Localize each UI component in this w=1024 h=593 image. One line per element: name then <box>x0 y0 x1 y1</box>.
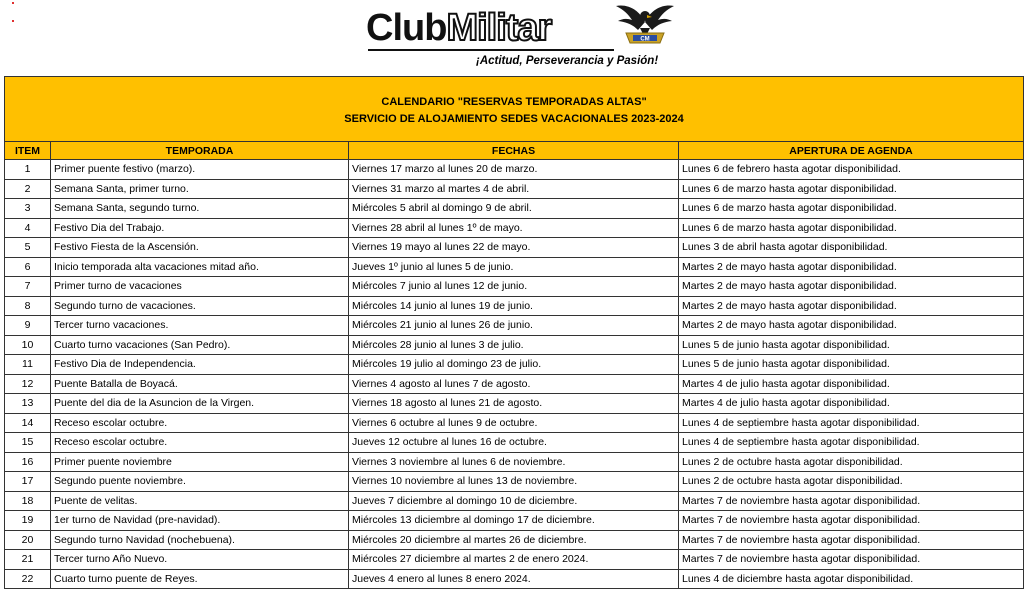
row-item-number: 18 <box>5 491 51 511</box>
row-fechas: Miércoles 13 diciembre al domingo 17 de diciembre. <box>349 511 679 531</box>
row-temporada: Festivo Fiesta de la Ascensión. <box>51 238 349 258</box>
row-apertura: Lunes 2 de octubre hasta agotar disponibilidad. <box>679 452 1024 472</box>
row-item-number: 20 <box>5 530 51 550</box>
header-apertura: APERTURA DE AGENDA <box>679 142 1024 160</box>
row-temporada: Festivo Dia del Trabajo. <box>51 218 349 238</box>
row-item-number: 21 <box>5 550 51 570</box>
row-apertura: Martes 2 de mayo hasta agotar disponibilidad. <box>679 277 1024 297</box>
row-temporada: Puente Batalla de Boyacá. <box>51 374 349 394</box>
row-fechas: Miércoles 5 abril al domingo 9 de abril. <box>349 199 679 219</box>
row-temporada: Receso escolar octubre. <box>51 433 349 453</box>
row-temporada: Primer puente festivo (marzo). <box>51 160 349 180</box>
row-item-number: 9 <box>5 316 51 336</box>
row-item-number: 13 <box>5 394 51 414</box>
row-item-number: 12 <box>5 374 51 394</box>
row-item-number: 22 <box>5 569 51 589</box>
logo-underline <box>368 49 614 51</box>
row-apertura: Lunes 6 de marzo hasta agotar disponibilidad. <box>679 199 1024 219</box>
row-fechas: Miércoles 27 diciembre al martes 2 de enero 2024. <box>349 550 679 570</box>
row-apertura: Martes 7 de noviembre hasta agotar disponibilidad. <box>679 550 1024 570</box>
table-row <box>5 511 1024 531</box>
table-row <box>5 199 1024 219</box>
row-apertura: Martes 7 de noviembre hasta agotar disponibilidad. <box>679 491 1024 511</box>
row-apertura: Lunes 5 de junio hasta agotar disponibilidad. <box>679 335 1024 355</box>
table-row <box>5 238 1024 258</box>
row-apertura: Lunes 2 de octubre hasta agotar disponibilidad. <box>679 472 1024 492</box>
row-fechas: Jueves 7 diciembre al domingo 10 de diciembre. <box>349 491 679 511</box>
table-row <box>5 394 1024 414</box>
row-item-number: 5 <box>5 238 51 258</box>
row-fechas: Viernes 6 octubre al lunes 9 de octubre. <box>349 413 679 433</box>
club-militar-logo <box>366 2 676 72</box>
row-temporada: Primer puente noviembre <box>51 452 349 472</box>
table-row <box>5 335 1024 355</box>
row-apertura: Martes 7 de noviembre hasta agotar disponibilidad. <box>679 530 1024 550</box>
row-apertura: Martes 2 de mayo hasta agotar disponibilidad. <box>679 257 1024 277</box>
header-temporada: TEMPORADA <box>51 142 349 160</box>
logo-wordmark: ClubMilitar <box>366 7 552 49</box>
table-row <box>5 374 1024 394</box>
table-row <box>5 433 1024 453</box>
row-item-number: 6 <box>5 257 51 277</box>
table-row <box>5 296 1024 316</box>
table-row <box>5 316 1024 336</box>
row-apertura: Martes 2 de mayo hasta agotar disponibilidad. <box>679 296 1024 316</box>
row-apertura: Martes 7 de noviembre hasta agotar disponibilidad. <box>679 511 1024 531</box>
row-fechas: Viernes 18 agosto al lunes 21 de agosto. <box>349 394 679 414</box>
table-row <box>5 413 1024 433</box>
row-fechas: Miércoles 21 junio al lunes 26 de junio. <box>349 316 679 336</box>
row-item-number: 3 <box>5 199 51 219</box>
row-fechas: Viernes 10 noviembre al lunes 13 de noviembre. <box>349 472 679 492</box>
row-fechas: Jueves 4 enero al lunes 8 enero 2024. <box>349 569 679 589</box>
header-item: ITEM <box>5 142 51 160</box>
row-temporada: Primer turno de vacaciones <box>51 277 349 297</box>
row-fechas: Viernes 3 noviembre al lunes 6 de noviembre. <box>349 452 679 472</box>
row-temporada: Puente de velitas. <box>51 491 349 511</box>
row-temporada: Semana Santa, primer turno. <box>51 179 349 199</box>
row-temporada: Receso escolar octubre. <box>51 413 349 433</box>
row-fechas: Viernes 31 marzo al martes 4 de abril. <box>349 179 679 199</box>
row-temporada: Cuarto turno vacaciones (San Pedro). <box>51 335 349 355</box>
corner-mark-1 <box>12 2 14 4</box>
row-temporada: Inicio temporada alta vacaciones mitad año. <box>51 257 349 277</box>
row-temporada: Festivo Dia de Independencia. <box>51 355 349 375</box>
row-fechas: Miércoles 20 diciembre al martes 26 de diciembre. <box>349 530 679 550</box>
row-temporada: Cuarto turno puente de Reyes. <box>51 569 349 589</box>
row-apertura: Lunes 3 de abril hasta agotar disponibilidad. <box>679 238 1024 258</box>
row-fechas: Jueves 1º junio al lunes 5 de junio. <box>349 257 679 277</box>
row-item-number: 15 <box>5 433 51 453</box>
table-row <box>5 472 1024 492</box>
calendar-banner <box>5 77 1024 142</box>
logo-slogan: ¡Actitud, Perseverancia y Pasión! <box>476 55 659 67</box>
row-fechas: Miércoles 19 julio al domingo 23 de julio. <box>349 355 679 375</box>
row-item-number: 19 <box>5 511 51 531</box>
header-fechas: FECHAS <box>349 142 679 160</box>
banner-subtitle: SERVICIO DE ALOJAMIENTO SEDES VACACIONALES 2023-2024 <box>344 113 684 125</box>
row-fechas: Viernes 19 mayo al lunes 22 de mayo. <box>349 238 679 258</box>
table-row <box>5 277 1024 297</box>
row-apertura: Lunes 6 de marzo hasta agotar disponibilidad. <box>679 179 1024 199</box>
row-item-number: 8 <box>5 296 51 316</box>
row-item-number: 16 <box>5 452 51 472</box>
row-fechas: Jueves 12 octubre al lunes 16 de octubre. <box>349 433 679 453</box>
row-apertura: Lunes 6 de marzo hasta agotar disponibilidad. <box>679 218 1024 238</box>
table-row <box>5 550 1024 570</box>
row-fechas: Viernes 17 marzo al lunes 20 de marzo. <box>349 160 679 180</box>
table-header-row <box>5 142 1024 160</box>
row-item-number: 14 <box>5 413 51 433</box>
row-temporada: Semana Santa, segundo turno. <box>51 199 349 219</box>
row-item-number: 17 <box>5 472 51 492</box>
row-item-number: 10 <box>5 335 51 355</box>
row-temporada: Tercer turno vacaciones. <box>51 316 349 336</box>
row-fechas: Viernes 4 agosto al lunes 7 de agosto. <box>349 374 679 394</box>
row-temporada: Tercer turno Año Nuevo. <box>51 550 349 570</box>
row-fechas: Viernes 28 abril al lunes 1º de mayo. <box>349 218 679 238</box>
row-apertura: Martes 4 de julio hasta agotar disponibilidad. <box>679 394 1024 414</box>
table-row <box>5 355 1024 375</box>
row-temporada: Segundo turno de vacaciones. <box>51 296 349 316</box>
corner-mark-2 <box>12 20 14 22</box>
table-row <box>5 491 1024 511</box>
row-apertura: Lunes 6 de febrero hasta agotar disponibilidad. <box>679 160 1024 180</box>
table-row <box>5 179 1024 199</box>
table-row <box>5 452 1024 472</box>
row-item-number: 4 <box>5 218 51 238</box>
row-apertura: Martes 2 de mayo hasta agotar disponibilidad. <box>679 316 1024 336</box>
row-temporada: 1er turno de Navidad (pre-navidad). <box>51 511 349 531</box>
row-apertura: Martes 4 de julio hasta agotar disponibilidad. <box>679 374 1024 394</box>
row-temporada: Segundo puente noviembre. <box>51 472 349 492</box>
row-temporada: Puente del dia de la Asuncion de la Virgen. <box>51 394 349 414</box>
row-apertura: Lunes 4 de septiembre hasta agotar disponibilidad. <box>679 413 1024 433</box>
row-temporada: Segundo turno Navidad (nochebuena). <box>51 530 349 550</box>
table-row <box>5 257 1024 277</box>
row-apertura: Lunes 4 de diciembre hasta agotar disponibilidad. <box>679 569 1024 589</box>
reservations-calendar-table <box>4 76 1024 589</box>
table-row <box>5 530 1024 550</box>
eagle-emblem-icon <box>614 2 676 50</box>
table-row <box>5 160 1024 180</box>
row-apertura: Lunes 4 de septiembre hasta agotar disponibilidad. <box>679 433 1024 453</box>
table-row <box>5 569 1024 589</box>
row-fechas: Miércoles 14 junio al lunes 19 de junio. <box>349 296 679 316</box>
table-row <box>5 218 1024 238</box>
row-apertura: Lunes 5 de junio hasta agotar disponibilidad. <box>679 355 1024 375</box>
row-item-number: 7 <box>5 277 51 297</box>
banner-title: CALENDARIO "RESERVAS TEMPORADAS ALTAS" <box>381 96 647 108</box>
row-fechas: Miércoles 28 junio al lunes 3 de julio. <box>349 335 679 355</box>
row-item-number: 2 <box>5 179 51 199</box>
row-fechas: Miércoles 7 junio al lunes 12 de junio. <box>349 277 679 297</box>
svg-text:CM: CM <box>640 36 650 43</box>
row-item-number: 1 <box>5 160 51 180</box>
row-item-number: 11 <box>5 355 51 375</box>
